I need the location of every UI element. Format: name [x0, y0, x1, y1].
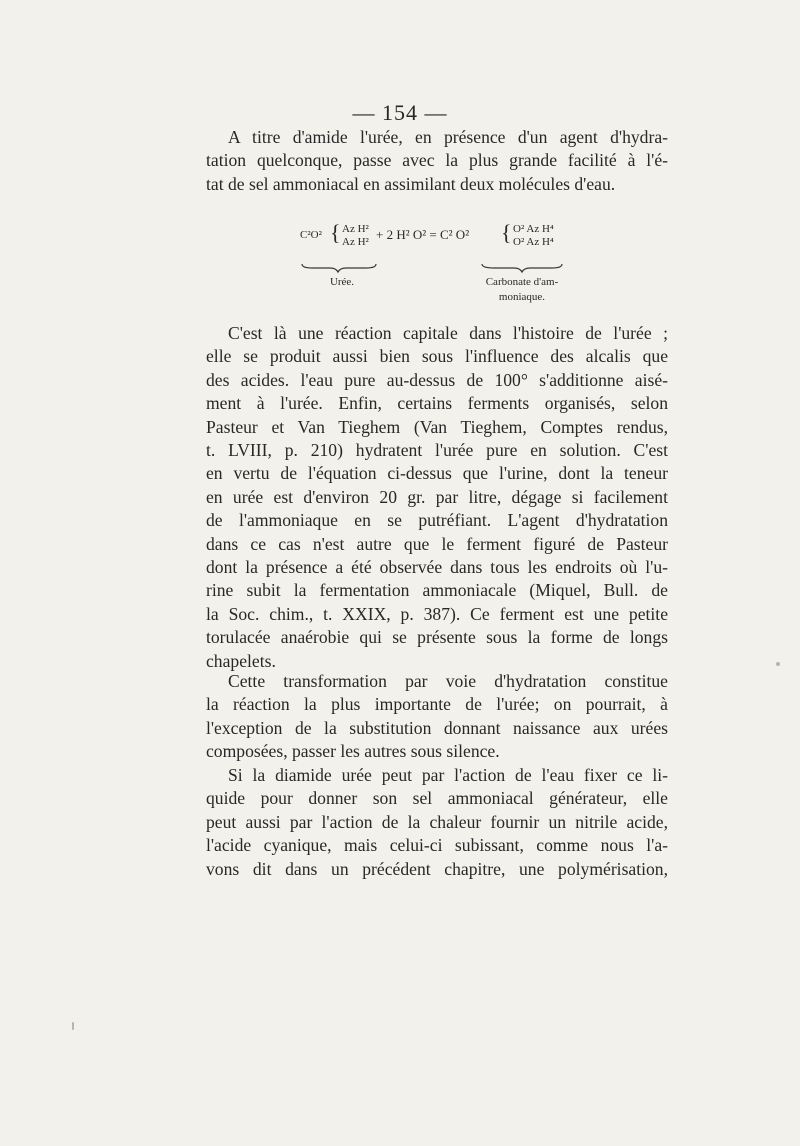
text-line: peut aussi par l'action de la chaleur fournir un nitrile acide, — [206, 811, 668, 832]
paragraph-diamide — [206, 764, 668, 881]
formula-left-prefix: C²O² — [300, 229, 322, 241]
text-line: quide pour donner son sel ammoniacal générateur, elle — [206, 788, 668, 809]
text-line: Cette transformation par voie d'hydratation constitue — [228, 671, 668, 691]
text-line: la Soc. chim., t. XXIX, p. 387). Ce ferment est une petite — [206, 603, 668, 624]
text-line: rine subit la fermentation ammoniacale (Miquel, Bull. de — [206, 580, 668, 601]
text-line: torulacée anaérobie qui se présente sous la forme de longs — [206, 627, 668, 648]
text-line: des acides. l'eau pure au-dessus de 100° s'additionne aisé- — [206, 369, 668, 390]
formula-right-bottom: O² Az H⁴ — [513, 236, 554, 248]
formula-left-bottom: Az H² — [342, 236, 369, 248]
text-line: vons dit dans un précédent chapitre, une polymérisation, — [206, 858, 668, 879]
text-line: A titre d'amide l'urée, en présence d'un agent d'hydra- — [228, 127, 668, 147]
chemical-equation — [300, 218, 600, 308]
formula-middle: + 2 H² O² = C² O² — [376, 227, 470, 242]
text-line: C'est là une réaction capitale dans l'histoire de l'urée ; — [228, 323, 668, 343]
text-line: ment à l'urée. Enfin, certains ferments organisés, selon — [206, 393, 668, 414]
caption-carbonate-line: Carbonate d'am- — [485, 276, 559, 288]
text-line: l'exception de la substitution donnant naissance aux urées — [206, 717, 668, 738]
formula-left-top: Az H² — [342, 223, 369, 235]
text-line: t. LVIII, p. 210) hydratent l'urée pure en solution. C'est — [206, 440, 668, 461]
text-line: tation quelconque, passe avec la plus grande facilité à l'é- — [206, 150, 668, 171]
text-line: en urée est d'environ 20 gr. par litre, dégage si facilement — [206, 486, 668, 507]
text-line: en vertu de l'équation ci-dessus que l'urine, dont la teneur — [206, 463, 668, 484]
text-line: la réaction la plus importante de l'urée; on pourrait, à — [206, 694, 668, 715]
caption-carbonate-line: moniaque. — [498, 291, 546, 303]
text-line: tat de sel ammoniacal en assimilant deux molécules d'eau. — [206, 173, 616, 194]
text-line: dont la présence a été observée dans tous les endroits où l'u- — [206, 557, 668, 578]
paragraph-reaction — [206, 322, 668, 673]
caption-carbonate — [472, 275, 572, 305]
text-line: l'acide cyanique, mais celui-ci subissant, comme nous l'a- — [206, 835, 668, 856]
paper-speck — [776, 662, 780, 666]
text-line: de l'ammoniaque en se putréfiant. L'agent d'hydratation — [206, 510, 668, 531]
paragraph-intro — [206, 126, 668, 196]
text-line: Pasteur et Van Tieghem (Van Tieghem, Comptes rendus, — [206, 416, 668, 437]
text-line: chapelets. — [206, 650, 276, 671]
text-line: elle se produit aussi bien sous l'influence des alcalis que — [206, 346, 668, 367]
left-brace-icon: { — [330, 220, 341, 245]
text-line: composées, passer les autres sous silence. — [206, 741, 500, 762]
caption-uree: Urée. — [329, 276, 355, 288]
text-line: Si la diamide urée peut par l'action de l'eau fixer ce li- — [228, 765, 668, 785]
paragraph-transformation — [206, 670, 668, 764]
formula-right-top: O² Az H⁴ — [513, 223, 554, 235]
text-line: dans ce cas n'est autre que le ferment figuré de Pasteur — [206, 533, 668, 554]
right-brace-icon: { — [501, 220, 512, 245]
paper-speck — [72, 1022, 74, 1030]
page-number: — 154 — — [352, 100, 448, 125]
